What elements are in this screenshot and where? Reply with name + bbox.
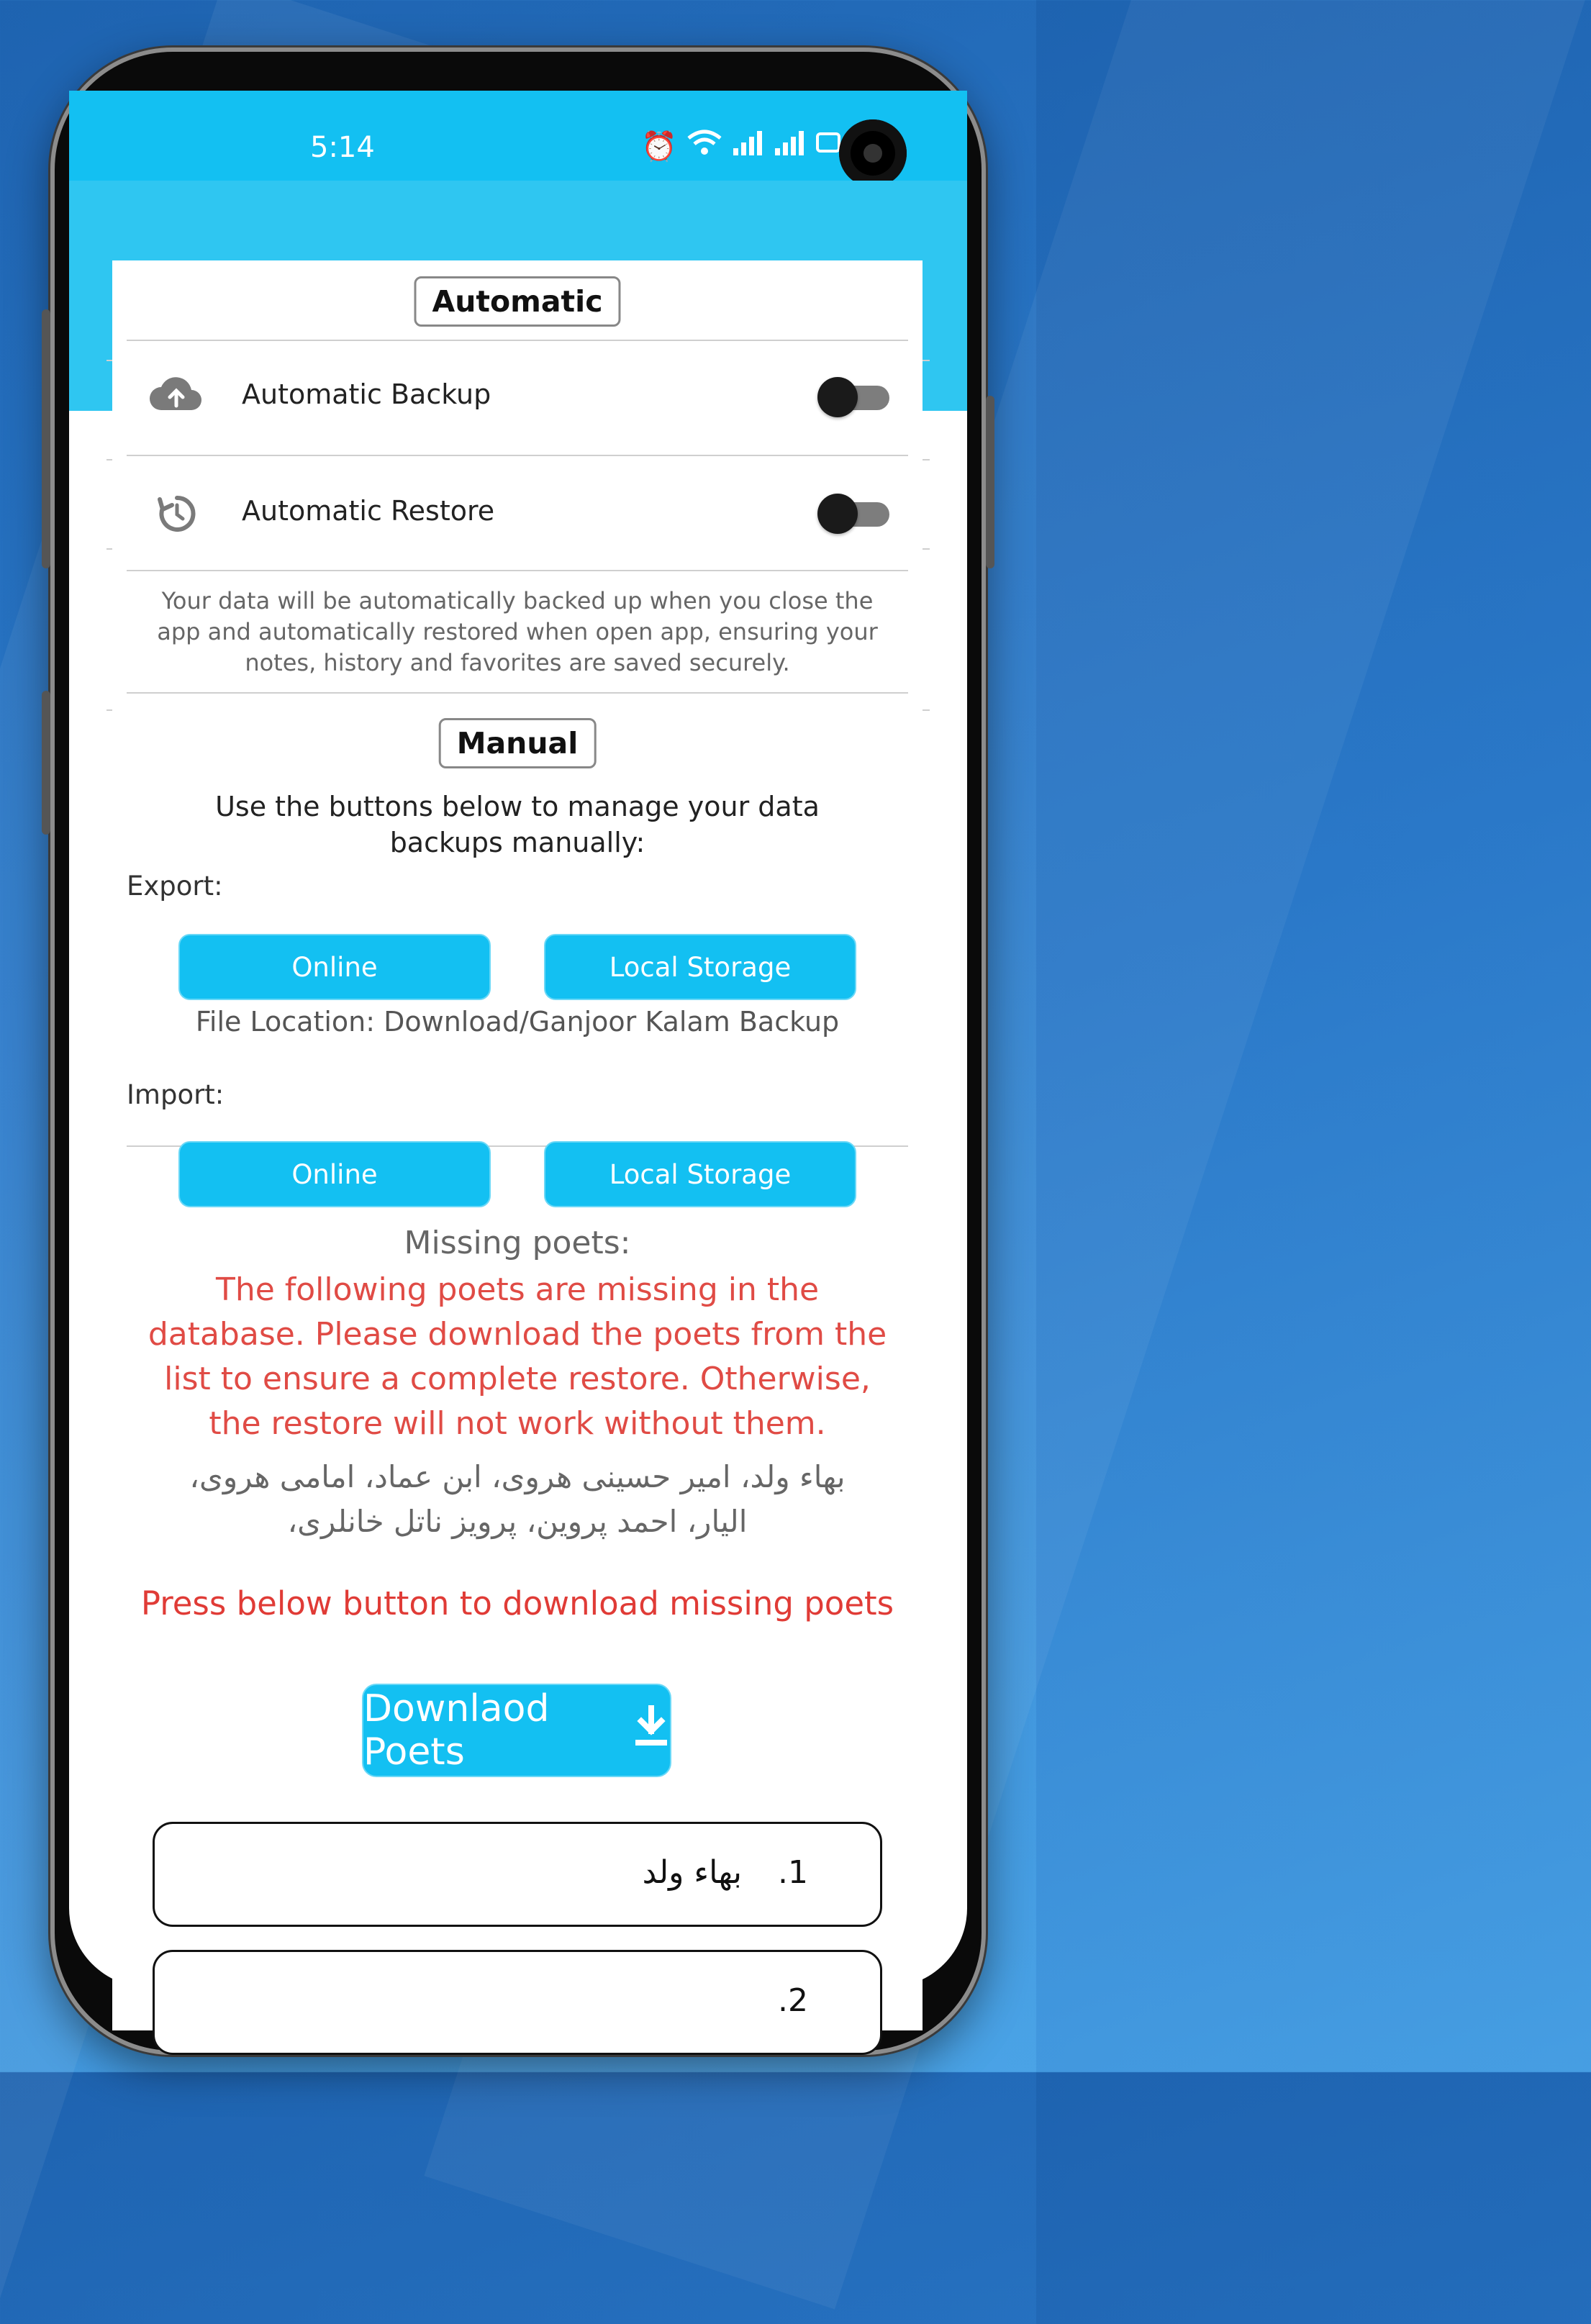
divider bbox=[127, 340, 908, 341]
automatic-backup-label: Automatic Backup bbox=[242, 378, 491, 410]
automatic-restore-toggle[interactable] bbox=[817, 494, 889, 534]
restore-icon bbox=[155, 492, 199, 543]
divider-edge bbox=[923, 459, 930, 460]
status-icons bbox=[641, 128, 844, 164]
divider-edge bbox=[923, 709, 930, 711]
divider-edge bbox=[923, 360, 930, 361]
poet-number: 1. bbox=[778, 1854, 808, 1891]
poet-number: 2. bbox=[778, 1982, 808, 2019]
import-label: Import: bbox=[127, 1079, 225, 1110]
automatic-info-text: Your data will be automatically backed up when you close the app and automatically restored when open app, ensuring your notes, history and favorites are saved securely. bbox=[157, 587, 878, 676]
manual-description: Use the buttons below to manage your data backups manually: bbox=[215, 791, 820, 858]
signal-icon bbox=[774, 128, 807, 164]
file-location-text: File Location: Download/Ganjoor Kalam Backup bbox=[195, 1006, 840, 1038]
automatic-section-label: Automatic bbox=[414, 276, 620, 327]
download-icon bbox=[633, 1705, 670, 1756]
poet-name bbox=[643, 1854, 808, 1891]
automatic-restore-label: Automatic Restore bbox=[242, 495, 495, 527]
phone-side-button bbox=[42, 691, 50, 835]
phone-volume-button bbox=[42, 309, 50, 568]
export-online-button[interactable]: Online bbox=[178, 934, 491, 1000]
toggle-knob bbox=[817, 377, 858, 417]
list-item[interactable] bbox=[153, 1822, 882, 1927]
divider-edge bbox=[923, 548, 930, 550]
automatic-backup-toggle[interactable] bbox=[817, 377, 889, 417]
status-time: 5:14 bbox=[310, 131, 375, 164]
cloud-upload-icon bbox=[150, 376, 203, 422]
phone-screen bbox=[69, 91, 967, 2019]
missing-poets-title: Missing poets: bbox=[404, 1225, 631, 1261]
export-label: Export: bbox=[127, 871, 223, 902]
divider bbox=[127, 692, 908, 694]
divider bbox=[127, 455, 908, 456]
import-online-button[interactable]: Online bbox=[178, 1141, 491, 1207]
missing-poets-warning: The following poets are missing in the database. Please download the poets from the list to ensure a complete restore. Otherwise, the restore will not work without them. bbox=[148, 1271, 887, 1442]
list-item[interactable] bbox=[153, 1950, 882, 2055]
wifi-icon bbox=[686, 128, 723, 164]
download-prompt-text: Press below button to download missing poets bbox=[140, 1584, 894, 1622]
download-poets-button[interactable] bbox=[362, 1684, 671, 1777]
download-poets-label: Downlaod Poets bbox=[363, 1687, 550, 1774]
export-local-storage-button[interactable]: Local Storage bbox=[544, 934, 856, 1000]
divider bbox=[127, 570, 908, 571]
missing-poets-names-line2: الیار، احمد پروین، پرویز ناتل خانلری، bbox=[287, 1504, 748, 1539]
poet-name-text: بهاء ولد bbox=[642, 1854, 742, 1891]
missing-poets-names-line1: بهاء ولد، امیر حسینی هروی، ابن عماد، امامی هروی، bbox=[189, 1459, 846, 1494]
poet-name bbox=[752, 1982, 808, 2019]
signal-icon bbox=[732, 128, 765, 164]
status-bar bbox=[69, 91, 967, 181]
alarm-icon: ⏰ bbox=[641, 130, 677, 163]
front-camera bbox=[839, 119, 907, 187]
toggle-knob bbox=[817, 494, 858, 534]
backup-card bbox=[112, 260, 923, 2030]
import-local-storage-button[interactable]: Local Storage bbox=[544, 1141, 856, 1207]
phone-power-button bbox=[986, 396, 994, 568]
manual-section-label: Manual bbox=[439, 718, 597, 768]
